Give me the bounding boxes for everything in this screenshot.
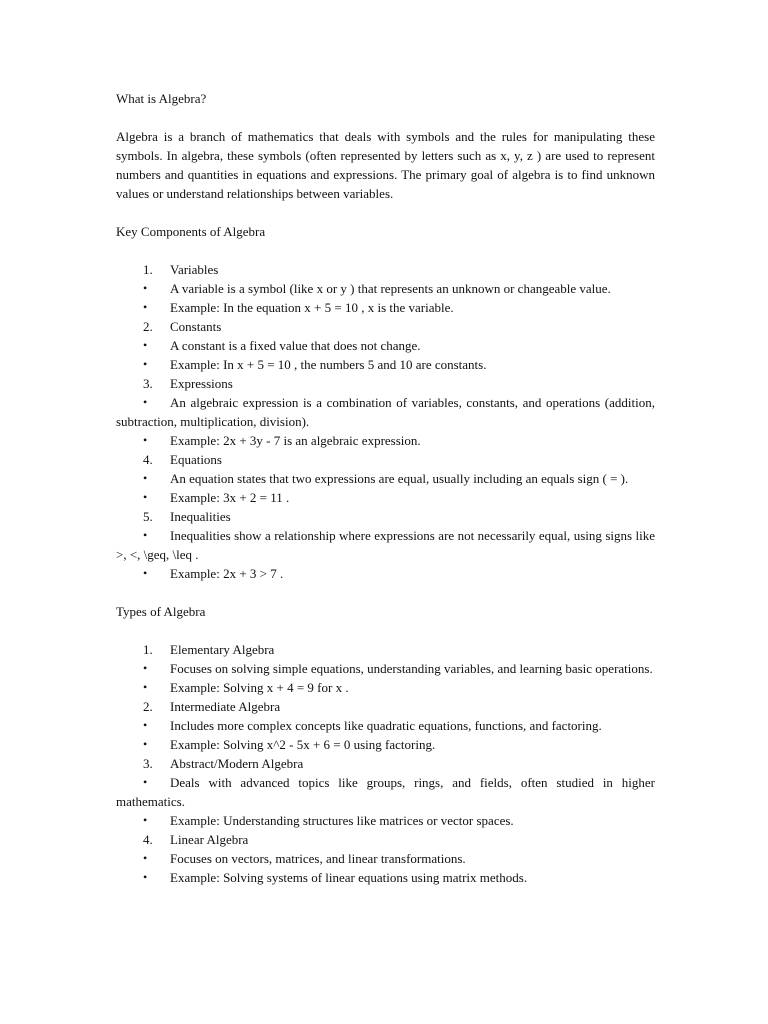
list-item-text: A variable is a symbol (like x or y ) that represents an unknown or changeable value. [170, 281, 611, 296]
intro-paragraph: Algebra is a branch of mathematics that deals with symbols and the rules for manipulating these symbols. In algebra, these symbols (often represented by letters such as x, y, z ) are used to represent numbers and quantities in equations and expressions. The primary goal of algebra is to find unknown values or understand relationships between variables. [116, 129, 655, 201]
list-item-text: Example: Solving x + 4 = 9 for x . [170, 680, 349, 695]
list-number: 5. [143, 509, 153, 524]
bullet-icon: • [143, 870, 148, 884]
list-item-text: Intermediate Algebra [170, 699, 281, 714]
list-item [116, 697, 655, 716]
list-item-text: Inequalities [170, 509, 231, 524]
list-item [116, 754, 655, 773]
bullet-icon: • [143, 718, 148, 732]
list-item [116, 640, 655, 659]
bullet-icon: • [143, 566, 148, 580]
list-number: 2. [143, 699, 153, 714]
bullet-icon: • [143, 680, 148, 694]
list-item-text: Focuses on solving simple equations, understanding variables, and learning basic operations. [170, 661, 653, 676]
list-item-text: An algebraic expression is a combination of variables, constants, and operations (addition, subtraction, multiplication, division). [116, 395, 655, 429]
list-item [116, 260, 655, 279]
list-item-text: Inequalities show a relationship where expressions are not necessarily equal, using signs like >, <, \geq, \leq . [116, 528, 655, 562]
list-item [116, 374, 655, 393]
list-item [116, 336, 655, 355]
list-item-text: Expressions [170, 376, 233, 391]
list-item [116, 507, 655, 526]
bullet-icon: • [143, 737, 148, 751]
list-item [116, 279, 655, 298]
bullet-icon: • [143, 490, 148, 504]
list-item-text: Constants [170, 319, 222, 334]
list-item [116, 488, 655, 507]
bullet-icon: • [143, 471, 148, 485]
list-item [116, 678, 655, 697]
list-item [116, 849, 655, 868]
list-item-text: An equation states that two expressions are equal, usually including an equals sign ( = ). [170, 471, 629, 486]
list-item-text: Variables [170, 262, 219, 277]
list-item-text: Linear Algebra [170, 832, 249, 847]
list-item-text: Example: Solving x^2 - 5x + 6 = 0 using factoring. [170, 737, 436, 752]
list-item-text: Example: 3x + 2 = 11 . [170, 490, 290, 505]
list-item [116, 298, 655, 317]
types-heading: Types of Algebra [116, 604, 206, 619]
list-item [116, 811, 655, 830]
list-item-text: A constant is a fixed value that does not change. [170, 338, 421, 353]
bullet-icon: • [143, 851, 148, 865]
bullet-icon: • [143, 357, 148, 371]
list-item [116, 735, 655, 754]
list-item [116, 431, 655, 450]
list-number: 3. [143, 756, 153, 771]
list-number: 1. [143, 262, 153, 277]
list-item-text: Example: 2x + 3 > 7 . [170, 566, 284, 581]
list-item [116, 830, 655, 849]
list-number: 3. [143, 376, 153, 391]
list-item [116, 773, 655, 811]
bullet-icon: • [143, 433, 148, 447]
list-item-text: Deals with advanced topics like groups, rings, and fields, often studied in higher mathematics. [116, 775, 655, 809]
list-number: 2. [143, 319, 153, 334]
list-item-text: Includes more complex concepts like quadratic equations, functions, and factoring. [170, 718, 602, 733]
list-item [116, 716, 655, 735]
list-number: 4. [143, 832, 153, 847]
list-item [116, 526, 655, 564]
bullet-icon: • [143, 528, 148, 542]
bullet-icon: • [143, 338, 148, 352]
list-number: 1. [143, 642, 153, 657]
list-item-text: Elementary Algebra [170, 642, 275, 657]
doc-title: What is Algebra? [116, 91, 207, 106]
bullet-icon: • [143, 775, 148, 789]
bullet-icon: • [143, 661, 148, 675]
list-number: 4. [143, 452, 153, 467]
types-list [116, 640, 655, 887]
list-item [116, 868, 655, 887]
list-item [116, 450, 655, 469]
list-item-text: Focuses on vectors, matrices, and linear transformations. [170, 851, 466, 866]
bullet-icon: • [143, 813, 148, 827]
document-body [116, 89, 655, 887]
list-item-text: Example: 2x + 3y - 7 is an algebraic expression. [170, 433, 421, 448]
bullet-icon: • [143, 395, 148, 409]
bullet-icon: • [143, 281, 148, 295]
key-components-list [116, 260, 655, 583]
bullet-icon: • [143, 300, 148, 314]
list-item [116, 659, 655, 678]
list-item [116, 393, 655, 431]
list-item-text: Example: In x + 5 = 10 , the numbers 5 and 10 are constants. [170, 357, 487, 372]
list-item [116, 355, 655, 374]
list-item [116, 564, 655, 583]
list-item [116, 317, 655, 336]
key-components-heading: Key Components of Algebra [116, 224, 266, 239]
list-item-text: Example: Understanding structures like matrices or vector spaces. [170, 813, 514, 828]
list-item-text: Equations [170, 452, 222, 467]
list-item-text: Example: Solving systems of linear equations using matrix methods. [170, 870, 528, 885]
list-item-text: Example: In the equation x + 5 = 10 , x is the variable. [170, 300, 454, 315]
list-item-text: Abstract/Modern Algebra [170, 756, 304, 771]
list-item [116, 469, 655, 488]
